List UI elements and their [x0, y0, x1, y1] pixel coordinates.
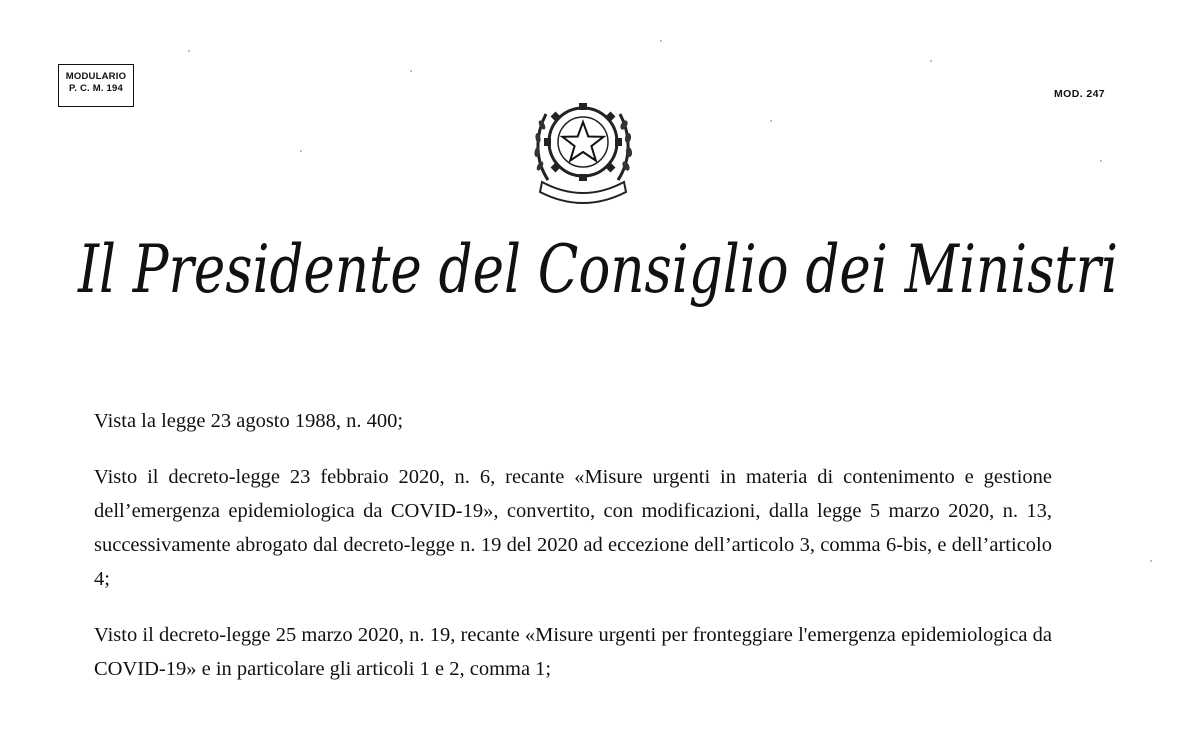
scan-speck — [770, 120, 772, 122]
paragraph-decree-6: Visto il decreto-legge 23 febbraio 2020, n. 6, recante «Misure urgenti in materia di contenimento e gestione dell’emergenza epidemiologica da COVID-19», convertito, con modificazioni, dalla legge 5 marzo 2020, n. 13, successivamente abrogato dal decreto-legge n. 19 del 2020 ad eccezione dell’articolo 3, comma 6-bis, e dell’articolo 4; — [94, 466, 1052, 590]
header-title-text: Il Presidente del Consiglio dei Ministri — [77, 231, 1118, 308]
mod-number: MOD. 247 — [1054, 88, 1106, 100]
paragraph-decree-19: Visto il decreto-legge 25 marzo 2020, n. 19, recante «Misure urgenti per fronteggiare l'emergenza epidemiologica da COVID-19» e in particolare gli articoli 1 e 2, comma 1; — [94, 624, 1052, 680]
form-code-line-1: MODULARIO — [65, 71, 127, 82]
scan-speck — [1100, 160, 1102, 162]
scan-speck — [300, 150, 302, 152]
paragraph-law-400: Vista la legge 23 agosto 1988, n. 400; — [94, 410, 404, 432]
italian-republic-emblem-icon — [528, 92, 638, 210]
form-code-box — [58, 64, 134, 107]
scan-speck — [188, 50, 190, 52]
document-body — [94, 404, 1052, 708]
header-title — [70, 208, 1130, 358]
form-code-line-2: P. C. M. 194 — [69, 83, 123, 94]
scan-speck — [660, 40, 662, 42]
scan-speck — [410, 70, 412, 72]
scan-speck — [1150, 560, 1152, 562]
scan-speck — [930, 60, 932, 62]
